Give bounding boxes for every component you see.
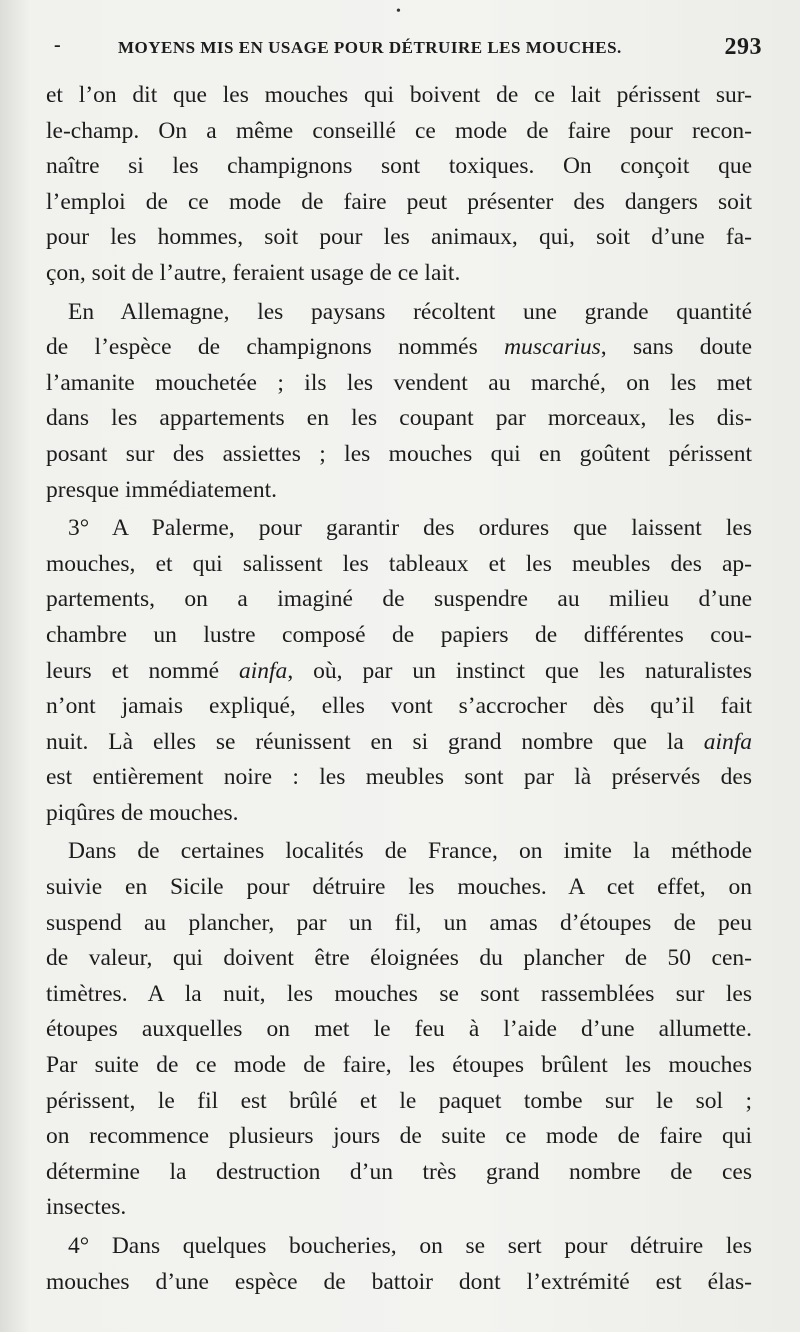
page-body xyxy=(46,78,752,1300)
text-line: piqûres de mouches. xyxy=(46,799,239,826)
running-header xyxy=(50,30,762,70)
text-line: presque immédiatement. xyxy=(46,476,278,503)
text-line: partements, on a imaginé de suspendre au milieu d’une xyxy=(46,586,752,613)
text-line: est entièrement noire : les meubles sont par là préservés des xyxy=(46,764,752,791)
paragraph-4 xyxy=(46,834,752,1226)
text-line: çon, soit de l’autre, feraient usage de ce lait. xyxy=(46,259,461,286)
text-line: de valeur, qui doivent être éloignées du plancher de 50 cen- xyxy=(46,945,752,972)
text-line: posant sur des assiettes ; les mouches qui en goûtent périssent xyxy=(46,440,752,467)
paragraph-2 xyxy=(46,295,752,509)
text-line: périssent, le fil est brûlé et le paquet tombe sur le sol ; xyxy=(46,1087,752,1114)
text-line: étoupes auxquelles on met le feu à l’aide d’une allumette. xyxy=(46,1016,752,1043)
text-line-with-italic: nuit. Là elles se réunissent en si grand nombre que la ainfa xyxy=(46,728,753,755)
text-line: insectes. xyxy=(46,1194,127,1221)
text-line: pour les hommes, soit pour les animaux, qui, soit d’une fa- xyxy=(46,224,752,251)
text-line: naître si les champignons sont toxiques. On conçoit que xyxy=(46,153,752,180)
text-line: timètres. A la nuit, les mouches se sont rassemblées sur les xyxy=(46,980,752,1007)
text-line: En Allemagne, les paysans récoltent une grande quantité xyxy=(68,298,752,325)
text-line-with-italic: leurs et nommé ainfa, où, par un instinct que les naturalistes xyxy=(46,657,752,684)
italic-term-muscarius: muscarius xyxy=(504,334,601,361)
text-line: suspend au plancher, par un fil, un amas d’étoupes de peu xyxy=(46,909,752,936)
paragraph-5 xyxy=(46,1229,752,1300)
page-number: 293 xyxy=(724,34,762,60)
header-bullet: - xyxy=(54,34,62,56)
text-line: le-champ. On a même conseillé ce mode de faire pour recon- xyxy=(46,117,752,144)
text-line: 4° Dans quelques boucheries, on se sert pour détruire les xyxy=(68,1233,752,1259)
italic-term-ainfa: ainfa xyxy=(703,728,753,755)
text-line: Par suite de ce mode de faire, les étoupes brûlent les mouches xyxy=(46,1052,752,1079)
text-line: mouches d’une espèce de battoir dont l’extrémité est élas- xyxy=(46,1268,752,1295)
text-line: Dans de certaines localités de France, on imite la méthode xyxy=(68,838,752,865)
text-line: 3° A Palerme, pour garantir des ordures que laissent les xyxy=(68,515,752,542)
text-line: et l’on dit que les mouches qui boivent de ce lait périssent sur- xyxy=(46,82,752,108)
text-line: l’amanite mouchetée ; ils les vendent au marché, on les met xyxy=(46,369,752,396)
text-line: mouches, et qui salissent les tableaux et les meubles des ap- xyxy=(46,550,752,577)
text-line: l’emploi de ce mode de faire peut présenter des dangers soit xyxy=(46,188,752,215)
text-line: détermine la destruction d’un très grand nombre de ces xyxy=(46,1158,752,1185)
italic-term-ainfa: ainfa xyxy=(239,657,288,684)
paragraph-1 xyxy=(46,78,752,292)
text-line: suivie en Sicile pour détruire les mouches. A cet effet, on xyxy=(46,874,752,901)
paragraph-3 xyxy=(46,511,752,831)
text-line: on recommence plusieurs jours de suite ce mode de faire qui xyxy=(46,1123,752,1150)
text-line: chambre un lustre composé de papiers de différentes cou- xyxy=(46,621,752,648)
running-title: MOYENS MIS EN USAGE POUR DÉTRUIRE LES MOUCHES. xyxy=(118,38,622,57)
text-line: dans les appartements en les coupant par morceaux, les dis- xyxy=(46,405,752,432)
text-line-with-italic: de l’espèce de champignons nommés muscarius, sans doute xyxy=(46,334,753,361)
top-mark: • xyxy=(396,4,401,19)
text-line: n’ont jamais expliqué, elles vont s’accrocher dès qu’il fait xyxy=(46,693,752,720)
